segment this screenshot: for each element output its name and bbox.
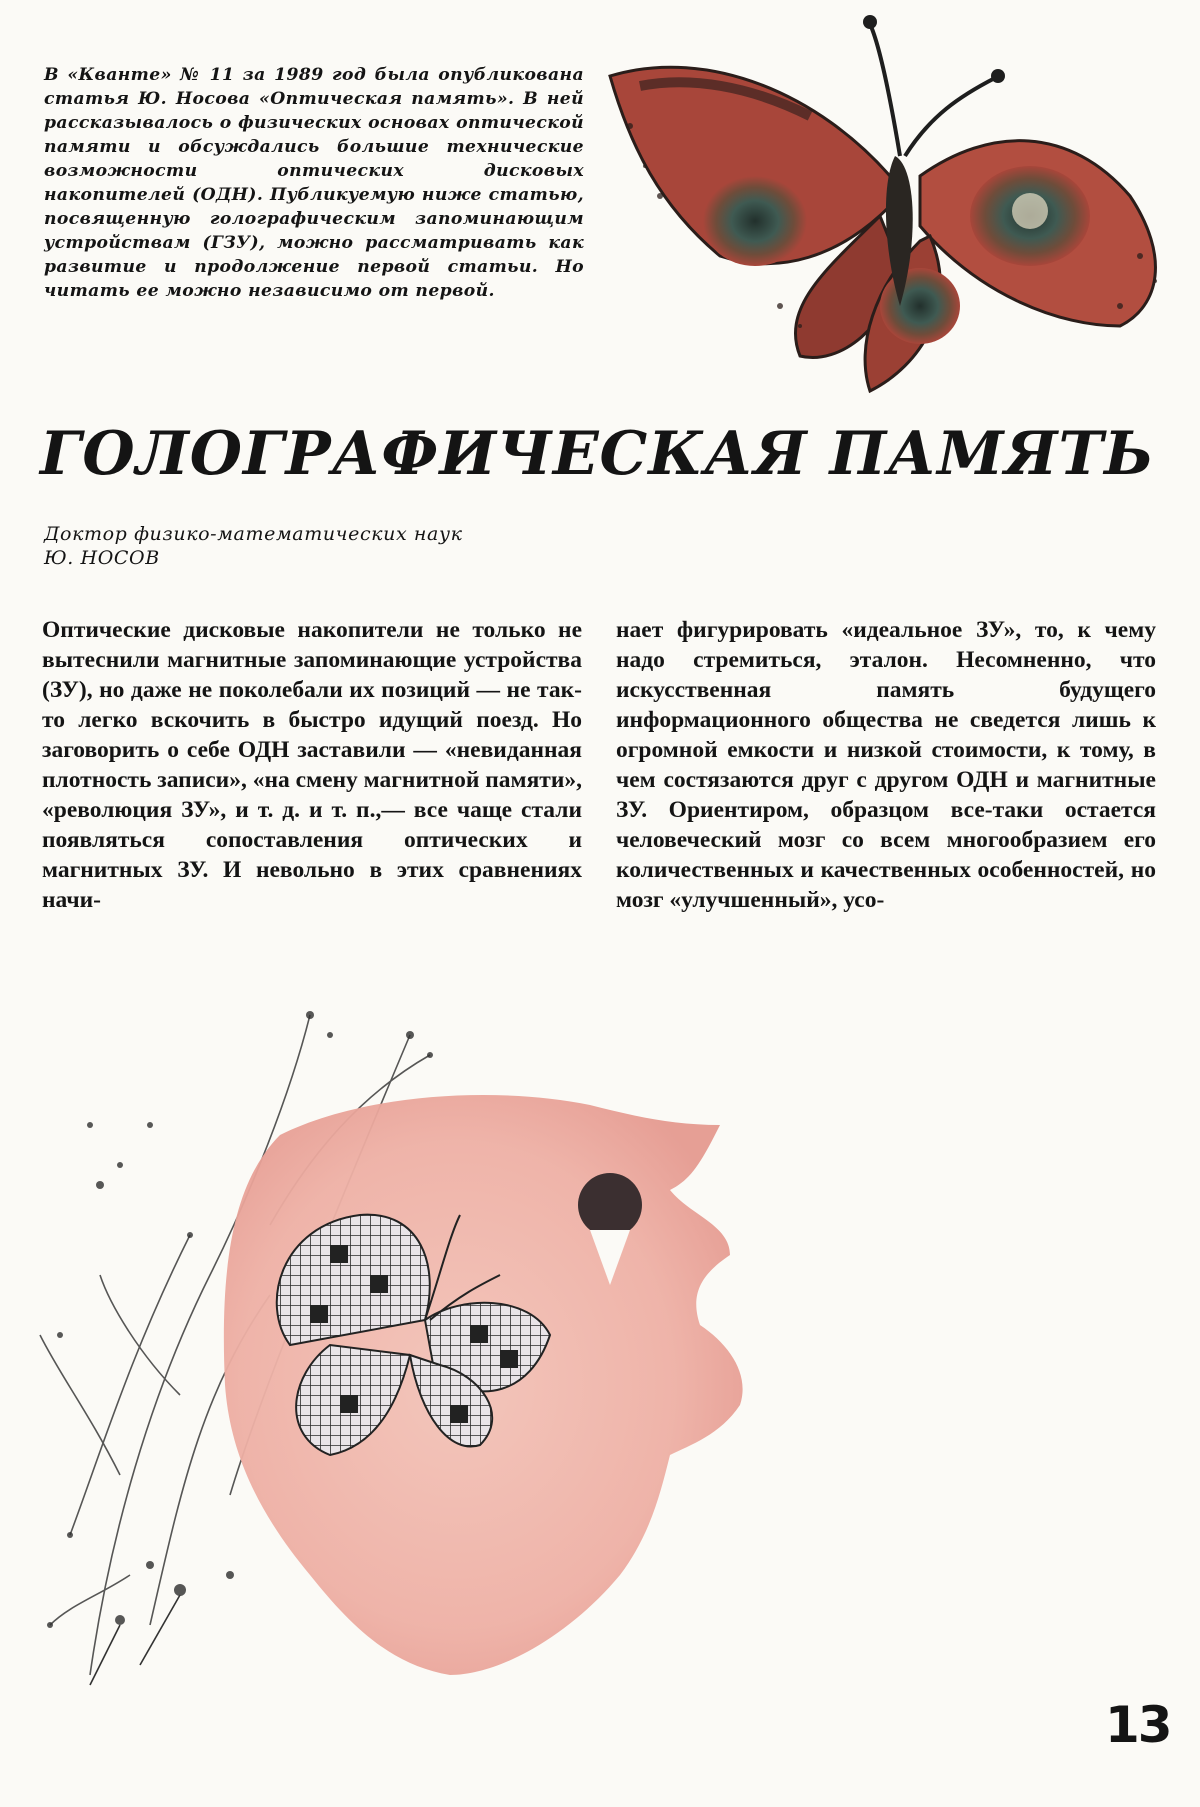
page-number: 13 [1105,1696,1171,1754]
byline [44,522,463,570]
head-illustration [30,975,930,1695]
article-title: ГОЛОГРАФИЧЕСКАЯ ПАМЯТЬ [40,419,1155,489]
author-degree: Доктор физико-математических наук [44,523,463,545]
body-column-right: нает фигурировать «идеальное ЗУ», то, к чему надо стремиться, эталон. Несомненно, что искусственная память будущего информационного общества не сведется лишь к огромной емкости и низкой стоимости, к тому, в чем состязаются друг с другом ОДН и магнитные ЗУ. Ориентиром, образцом все-таки остается человеческий мозг со всем многообразием его количественных и качественных особенностей, но мозг «улучшенный», усо- [616,617,1156,913]
intro-note: В «Кванте» № 11 за 1989 год была опубликована статья Ю. Носова «Оптическая память». В ней рассказывалось о физических основах оптической памяти и обсуждались большие технические возможности оптических дисковых накопителей (ОДН). Публикуемую ниже статью, посвященную голографическим запоминающим устройствам (ГЗУ), можно рассматривать как развитие и продолжение первой статьи. Но читать ее можно независимо от первой. [44,65,584,302]
body-column-left: Оптические дисковые накопители не только не вытеснили магнитные запоминающие устройства (ЗУ), но даже не поколебали их позиций — не так-то легко вскочить в быстро идущий поезд. Но заговорить о себе ОДН заставили — «невиданная плотность записи», «на смену магнитной памяти», «революция ЗУ», и т. д. и т. п.,— все чаще стали появляться сопоставления оптических и магнитных ЗУ. И невольно в этих сравнениях начи- [42,617,582,913]
author-name: Ю. НОСОВ [44,547,160,569]
butterfly-illustration [600,6,1175,416]
